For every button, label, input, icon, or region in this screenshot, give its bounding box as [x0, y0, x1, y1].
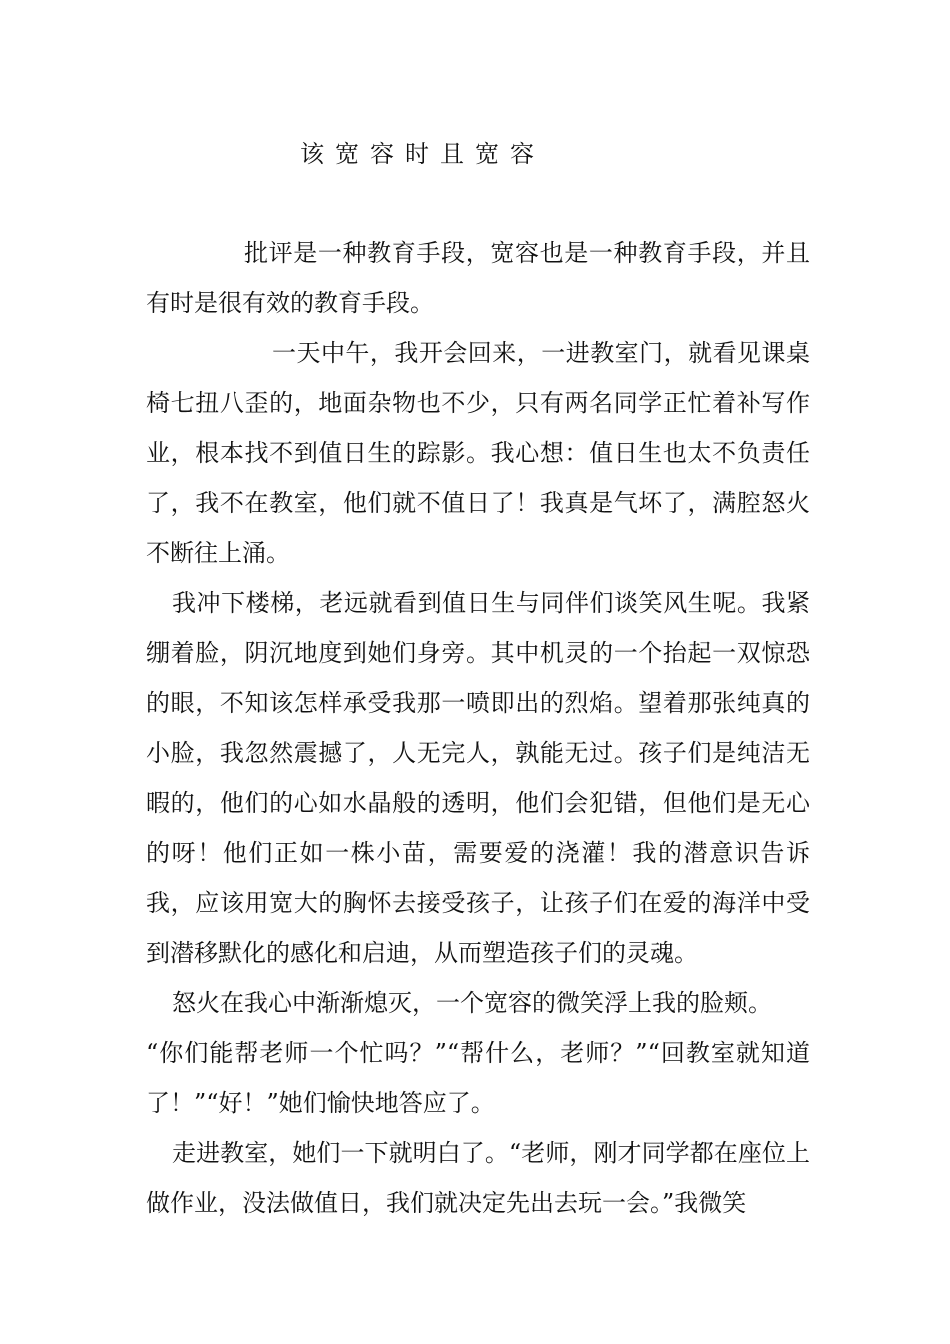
paragraph: “你们能帮老师一个忙吗？”“帮什么，老师？”“回教室就知道了！”“好！”她们愉快地答应了。: [146, 1039, 810, 1117]
paragraph: 批评是一种教育手段，宽容也是一种教育手段，并且有时是很有效的教育手段。: [146, 239, 810, 317]
paragraph: 走进教室，她们一下就明白了。“老师，刚才同学都在座位上做作业，没法做值日，我们就决定先出去玩一会。”我微笑: [146, 1139, 810, 1217]
paragraph: 怒火在我心中渐渐熄灭，一个宽容的微笑浮上我的脸颊。: [172, 989, 772, 1017]
document-title: 该宽容时且宽容: [300, 140, 545, 168]
document-body: [146, 228, 810, 1228]
paragraph: 我冲下楼梯，老远就看到值日生与同伴们谈笑风生呢。我紧绷着脸，阴沉地度到她们身旁。其中机灵的一个抬起一双惊恐的眼，不知该怎样承受我那一喷即出的烈焰。望着那张纯真的小脸，我忽然震撼了，人无完人，孰能无过。孩子们是纯洁无暇的，他们的心如水晶般的透明，他们会犯错，但他们是无心的呀！他们正如一株小苗，需要爱的浇灌！我的潜意识告诉我，应该用宽大的胸怀去接受孩子，让孩子们在爱的海洋中受到潜移默化的感化和启迪，从而塑造孩子们的灵魂。: [146, 589, 810, 967]
paragraph: 一天中午，我开会回来，一进教室门，就看见课桌椅七扭八歪的，地面杂物也不少，只有两名同学正忙着补写作业，根本找不到值日生的踪影。我心想：值日生也太不负责任了，我不在教室，他们就不值日了！我真是气坏了，满腔怒火不断往上涌。: [146, 339, 810, 567]
